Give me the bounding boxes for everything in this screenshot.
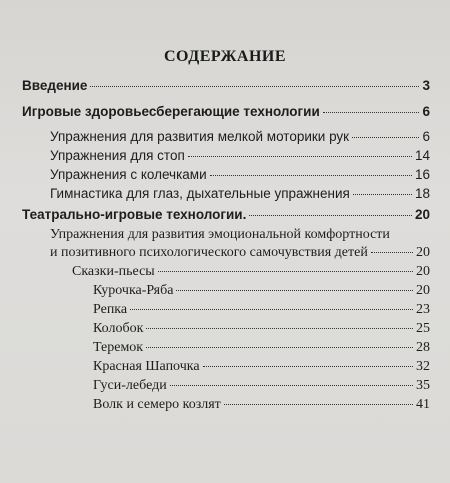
toc-entry-text: Сказки-пьесы [72, 264, 155, 279]
toc-entry-text: Упражнения для развития мелкой моторики рук [50, 129, 350, 144]
toc-entry-page: 18 [414, 186, 430, 201]
toc-entry-emotional-line1: Упражнения для развития эмоциональной комфортности [50, 227, 390, 242]
toc-entry-text: Гимнастика для глаз, дыхательные упражнения [50, 186, 350, 201]
toc-entry-page: 14 [414, 148, 430, 163]
toc-entry-page: 3 [422, 78, 430, 93]
dot-leader [146, 347, 413, 348]
dot-leader [90, 86, 419, 87]
toc-entry-kurochka-ryaba [93, 283, 430, 299]
toc-entry-feet [50, 148, 430, 163]
toc-entry-fine-motor [50, 129, 430, 144]
toc-entry-page: 35 [416, 378, 430, 393]
toc-entry-page: 20 [416, 283, 430, 298]
toc-entry-fairy-plays [72, 264, 430, 280]
toc-entry-page: 20 [416, 245, 430, 260]
toc-entry-page: 32 [416, 359, 430, 374]
dot-leader [371, 252, 413, 253]
dot-leader [170, 385, 413, 386]
toc-entry-page: 20 [414, 207, 430, 222]
dot-leader [353, 194, 412, 195]
toc-entry-rings [50, 167, 430, 182]
toc-entry-text: Гуси-лебеди [93, 378, 167, 393]
toc-entry-gusi-lebedi [93, 378, 430, 394]
toc-entry-text: Красная Шапочка [93, 359, 200, 374]
toc-entry-text: Театрально-игровые технологии. [22, 207, 247, 222]
toc-entry-page: 23 [416, 302, 430, 317]
dot-leader [203, 366, 413, 367]
toc-entry-page: 16 [414, 167, 430, 182]
toc-entry-health-tech [22, 104, 430, 119]
toc-entry-introduction [22, 78, 430, 93]
toc-entry-text: Упражнения для стоп [50, 148, 185, 163]
toc-entry-red-riding-hood [93, 359, 430, 375]
toc-entry-page: 6 [422, 104, 430, 119]
dot-leader [323, 112, 420, 113]
toc-entry-page: 28 [416, 340, 430, 355]
toc-entry-text: Введение [22, 78, 88, 93]
toc-entry-repka [93, 302, 430, 318]
dot-leader [130, 309, 413, 310]
toc-entry-text: Теремок [93, 340, 144, 355]
toc-entry-page: 25 [416, 321, 430, 336]
toc-entry-eye-gymnastics [50, 186, 430, 201]
dot-leader [249, 215, 412, 216]
dot-leader [210, 175, 412, 176]
dot-leader [158, 271, 413, 272]
toc-entry-theatre-tech [22, 207, 430, 222]
dot-leader [352, 137, 419, 138]
toc-entry-text: Репка [93, 302, 128, 317]
dot-leader [176, 290, 413, 291]
toc-entry-page: 6 [422, 129, 430, 144]
toc-entry-text: Упражнения с колечками [50, 167, 207, 182]
page-title: СОДЕРЖАНИЕ [163, 48, 287, 65]
dot-leader [188, 156, 412, 157]
toc-entry-text: Колобок [93, 321, 144, 336]
toc-entry-text: и позитивного психологического самочувствия детей [50, 245, 368, 260]
toc-entry-text: Курочка-Ряба [93, 283, 174, 298]
toc-entry-emotional-line2 [50, 245, 430, 261]
toc-entry-text: Игровые здоровьесберегающие технологии [22, 104, 320, 119]
toc-entry-page: 20 [416, 264, 430, 279]
dot-leader [146, 328, 413, 329]
toc-entry-teremok [93, 340, 430, 356]
toc-entry-page: 41 [416, 397, 430, 412]
dot-leader [224, 404, 413, 405]
toc-entry-wolf-and-kids [93, 397, 430, 413]
toc-entry-kolobok [93, 321, 430, 337]
toc-entry-text: Волк и семеро козлят [93, 397, 221, 412]
